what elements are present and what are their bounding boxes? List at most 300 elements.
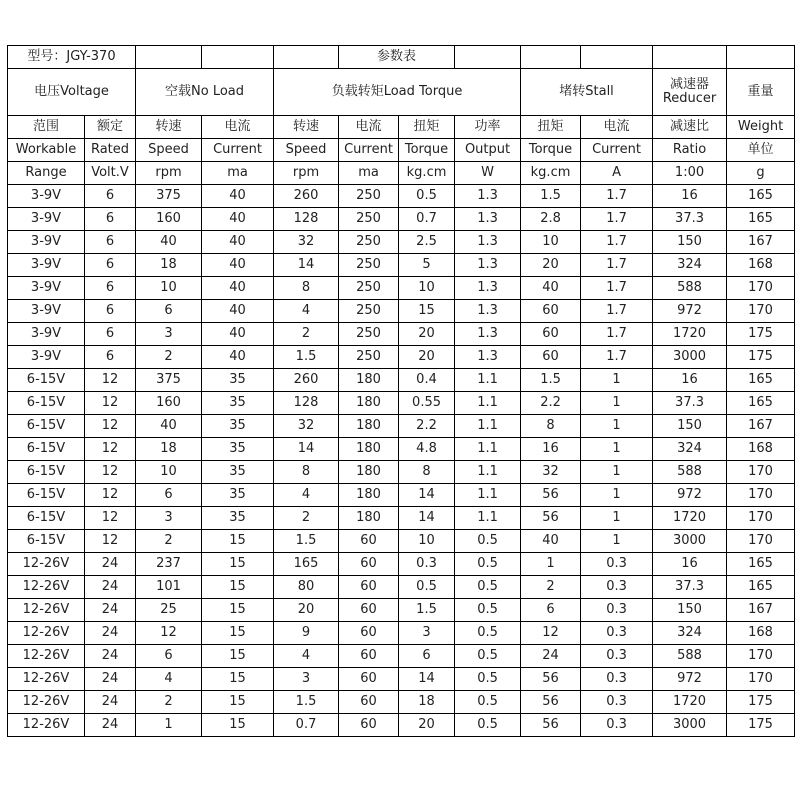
table-cell: 37.3 [653,576,727,599]
table-cell: 0.5 [455,576,521,599]
load-torque-group-header: 负载转矩Load Torque [274,69,521,116]
table-cell: 165 [727,185,795,208]
table-cell: 18 [136,254,202,277]
table-row [8,346,795,369]
table-cell: 6-15V [8,461,85,484]
table-cell: 175 [727,323,795,346]
model-label: 型号：JGY-370 [8,46,136,69]
table-cell: 0.55 [399,392,455,415]
table-cell: 1.1 [455,461,521,484]
table-cell: 1 [581,484,653,507]
table-cell: 165 [274,553,339,576]
table-cell: 20 [274,599,339,622]
table-row [8,507,795,530]
table-cell: 15 [202,530,274,553]
column-header-en: Rated [85,139,136,162]
table-cell: 12 [85,415,136,438]
table-cell: 3-9V [8,185,85,208]
table-cell: 12-26V [8,691,85,714]
table-cell: 12-26V [8,576,85,599]
header-en-row [8,139,795,162]
table-cell: 1.3 [455,300,521,323]
table-row [8,300,795,323]
table-cell: 0.5 [399,576,455,599]
table-cell: 14 [274,254,339,277]
table-cell: 12 [85,461,136,484]
column-header-en: Workable [8,139,85,162]
table-cell: 40 [521,277,581,300]
empty-cell [136,46,202,69]
column-header-cn: Weight [727,116,795,139]
column-header-en: Ratio [653,139,727,162]
table-cell: 2.2 [521,392,581,415]
table-cell: 3 [136,323,202,346]
table-row [8,254,795,277]
table-row [8,553,795,576]
table-cell: 0.5 [455,691,521,714]
table-cell: 0.5 [455,530,521,553]
table-cell: 32 [521,461,581,484]
table-cell: 1.1 [455,438,521,461]
table-cell: 1.7 [581,208,653,231]
table-cell: 40 [136,415,202,438]
spec-table [7,45,795,737]
table-cell: 4.8 [399,438,455,461]
column-unit: A [581,162,653,185]
table-cell: 150 [653,415,727,438]
table-cell: 1 [581,415,653,438]
table-row [8,392,795,415]
table-cell: 250 [339,185,399,208]
column-unit: Volt.V [85,162,136,185]
table-row [8,668,795,691]
table-cell: 12 [521,622,581,645]
table-cell: 165 [727,369,795,392]
table-cell: 2 [521,576,581,599]
table-cell: 250 [339,300,399,323]
table-cell: 56 [521,507,581,530]
table-cell: 40 [202,323,274,346]
empty-cell [521,46,581,69]
table-cell: 972 [653,484,727,507]
column-unit: ma [339,162,399,185]
table-cell: 180 [339,369,399,392]
table-cell: 80 [274,576,339,599]
table-cell: 588 [653,461,727,484]
column-unit: Range [8,162,85,185]
table-cell: 60 [521,300,581,323]
column-header-cn: 转速 [136,116,202,139]
table-cell: 160 [136,208,202,231]
table-cell: 12-26V [8,714,85,737]
table-cell: 0.5 [455,645,521,668]
reducer-en-label: Reducer [662,91,717,106]
table-row [8,369,795,392]
table-cell: 20 [399,323,455,346]
table-cell: 10 [136,461,202,484]
table-cell: 6-15V [8,369,85,392]
column-header-en: Speed [274,139,339,162]
table-cell: 972 [653,300,727,323]
table-cell: 167 [727,599,795,622]
table-cell: 6-15V [8,415,85,438]
table-cell: 0.3 [581,553,653,576]
table-cell: 180 [339,438,399,461]
table-row [8,484,795,507]
table-cell: 6 [85,300,136,323]
table-cell: 3-9V [8,300,85,323]
table-cell: 6 [85,185,136,208]
table-cell: 24 [521,645,581,668]
table-cell: 167 [727,231,795,254]
table-cell: 15 [399,300,455,323]
table-cell: 24 [85,553,136,576]
table-cell: 1 [581,369,653,392]
table-cell: 588 [653,277,727,300]
table-cell: 9 [274,622,339,645]
column-unit: kg.cm [399,162,455,185]
column-header-en: Torque [399,139,455,162]
table-title: 参数表 [339,46,455,69]
table-cell: 2.2 [399,415,455,438]
table-cell: 165 [727,392,795,415]
table-cell: 6 [85,231,136,254]
weight-group-header: 重量 [727,69,795,116]
table-cell: 40 [202,300,274,323]
table-cell: 324 [653,622,727,645]
table-cell: 128 [274,208,339,231]
table-cell: 37.3 [653,208,727,231]
table-cell: 0.5 [455,553,521,576]
table-cell: 0.5 [455,599,521,622]
table-cell: 24 [85,645,136,668]
empty-cell [653,46,727,69]
column-unit: kg.cm [521,162,581,185]
column-header-cn: 额定 [85,116,136,139]
table-cell: 101 [136,576,202,599]
table-cell: 16 [653,553,727,576]
table-cell: 150 [653,599,727,622]
table-cell: 20 [399,346,455,369]
empty-cell [727,46,795,69]
table-cell: 40 [202,277,274,300]
table-cell: 12-26V [8,553,85,576]
table-cell: 8 [521,415,581,438]
table-cell: 35 [202,507,274,530]
table-cell: 1 [581,438,653,461]
table-cell: 170 [727,507,795,530]
table-row [8,323,795,346]
column-header-cn: 转速 [274,116,339,139]
table-cell: 1.7 [581,254,653,277]
table-cell: 1.7 [581,277,653,300]
table-cell: 1.3 [455,208,521,231]
table-cell: 40 [202,185,274,208]
table-cell: 12-26V [8,599,85,622]
header-units-row [8,162,795,185]
table-cell: 375 [136,185,202,208]
table-cell: 12 [85,392,136,415]
table-cell: 56 [521,484,581,507]
table-row [8,530,795,553]
table-cell: 1.7 [581,185,653,208]
table-cell: 260 [274,369,339,392]
table-cell: 35 [202,415,274,438]
table-cell: 165 [727,576,795,599]
table-cell: 40 [202,208,274,231]
table-cell: 40 [136,231,202,254]
table-cell: 6-15V [8,484,85,507]
table-cell: 2 [136,530,202,553]
table-cell: 3000 [653,346,727,369]
table-cell: 20 [399,714,455,737]
table-cell: 60 [521,346,581,369]
table-cell: 170 [727,668,795,691]
table-cell: 60 [339,599,399,622]
table-cell: 10 [521,231,581,254]
table-cell: 3 [399,622,455,645]
table-cell: 1 [581,530,653,553]
table-cell: 1.3 [455,185,521,208]
table-cell: 10 [136,277,202,300]
table-cell: 12 [136,622,202,645]
table-cell: 3-9V [8,231,85,254]
reducer-cn-label: 减速器 [670,77,710,92]
table-cell: 6 [85,346,136,369]
table-cell: 3000 [653,714,727,737]
table-cell: 170 [727,461,795,484]
table-cell: 1.1 [455,507,521,530]
table-cell: 25 [136,599,202,622]
table-cell: 0.5 [455,668,521,691]
table-cell: 1.1 [455,392,521,415]
table-row [8,231,795,254]
table-cell: 0.3 [581,645,653,668]
table-cell: 56 [521,668,581,691]
table-cell: 35 [202,461,274,484]
table-cell: 4 [274,300,339,323]
table-row [8,277,795,300]
table-cell: 250 [339,277,399,300]
table-cell: 1.7 [581,231,653,254]
table-cell: 180 [339,415,399,438]
table-cell: 0.7 [274,714,339,737]
column-header-en: Torque [521,139,581,162]
table-cell: 24 [85,599,136,622]
table-row [8,185,795,208]
table-cell: 0.5 [455,622,521,645]
table-cell: 60 [339,576,399,599]
header-cn-row [8,116,795,139]
table-cell: 8 [399,461,455,484]
column-header-cn: 电流 [339,116,399,139]
table-cell: 1.3 [455,346,521,369]
no-load-group-header: 空载No Load [136,69,274,116]
table-cell: 15 [202,645,274,668]
table-cell: 14 [274,438,339,461]
column-header-cn: 减速比 [653,116,727,139]
table-row [8,576,795,599]
table-cell: 6 [521,599,581,622]
table-cell: 250 [339,346,399,369]
table-cell: 1.5 [521,369,581,392]
voltage-group-header: 电压Voltage [8,69,136,116]
column-header-en: Current [581,139,653,162]
table-cell: 15 [202,668,274,691]
table-cell: 60 [339,530,399,553]
column-header-en: Current [202,139,274,162]
column-header-cn: 范围 [8,116,85,139]
table-row [8,208,795,231]
table-cell: 2 [274,507,339,530]
table-cell: 24 [85,714,136,737]
table-row [8,461,795,484]
table-cell: 4 [274,645,339,668]
column-header-cn: 扭矩 [521,116,581,139]
table-cell: 14 [399,507,455,530]
table-cell: 170 [727,645,795,668]
table-cell: 972 [653,668,727,691]
table-cell: 160 [136,392,202,415]
table-cell: 2 [136,346,202,369]
table-cell: 12-26V [8,668,85,691]
reducer-group-header [653,69,727,116]
table-cell: 1.3 [455,254,521,277]
table-cell: 1720 [653,323,727,346]
table-cell: 1.1 [455,415,521,438]
table-cell: 3-9V [8,346,85,369]
column-unit: 1:00 [653,162,727,185]
table-cell: 6-15V [8,507,85,530]
table-row [8,599,795,622]
table-cell: 16 [653,185,727,208]
table-cell: 15 [202,576,274,599]
table-cell: 175 [727,714,795,737]
table-cell: 1.5 [521,185,581,208]
table-cell: 250 [339,323,399,346]
table-cell: 1.7 [581,323,653,346]
table-cell: 1 [136,714,202,737]
table-cell: 0.3 [581,691,653,714]
stall-group-header: 堵转Stall [521,69,653,116]
table-cell: 15 [202,691,274,714]
table-cell: 260 [274,185,339,208]
table-cell: 6 [136,484,202,507]
table-cell: 168 [727,254,795,277]
table-cell: 3-9V [8,323,85,346]
table-cell: 6 [399,645,455,668]
table-cell: 12 [85,484,136,507]
table-cell: 324 [653,438,727,461]
table-cell: 40 [202,346,274,369]
table-cell: 60 [339,622,399,645]
column-header-en: 单位 [727,139,795,162]
table-row [8,415,795,438]
table-cell: 35 [202,369,274,392]
table-cell: 1.5 [274,346,339,369]
table-cell: 8 [274,277,339,300]
table-cell: 6 [85,208,136,231]
table-cell: 18 [399,691,455,714]
column-header-cn: 扭矩 [399,116,455,139]
column-unit: W [455,162,521,185]
table-cell: 8 [274,461,339,484]
table-cell: 15 [202,553,274,576]
table-cell: 20 [521,254,581,277]
column-unit: rpm [274,162,339,185]
column-unit: rpm [136,162,202,185]
table-cell: 6-15V [8,530,85,553]
table-cell: 1720 [653,507,727,530]
table-cell: 32 [274,231,339,254]
table-cell: 168 [727,438,795,461]
column-unit: g [727,162,795,185]
table-cell: 1.3 [455,323,521,346]
column-unit: ma [202,162,274,185]
table-cell: 60 [339,668,399,691]
table-cell: 167 [727,415,795,438]
empty-cell [455,46,521,69]
table-cell: 3 [274,668,339,691]
table-cell: 24 [85,691,136,714]
table-cell: 1 [521,553,581,576]
table-cell: 40 [202,254,274,277]
group-header-row [8,69,795,116]
table-cell: 15 [202,622,274,645]
table-cell: 12-26V [8,622,85,645]
table-cell: 1.5 [274,691,339,714]
table-cell: 14 [399,668,455,691]
table-cell: 0.5 [399,185,455,208]
table-cell: 0.3 [581,622,653,645]
table-cell: 1.7 [581,346,653,369]
empty-cell [581,46,653,69]
table-cell: 60 [339,553,399,576]
table-cell: 2 [136,691,202,714]
table-cell: 0.3 [581,576,653,599]
table-cell: 237 [136,553,202,576]
column-header-cn: 功率 [455,116,521,139]
table-cell: 24 [85,622,136,645]
table-cell: 150 [653,231,727,254]
table-cell: 128 [274,392,339,415]
table-cell: 15 [202,599,274,622]
table-cell: 6 [85,323,136,346]
table-cell: 170 [727,530,795,553]
table-cell: 1.3 [455,231,521,254]
table-cell: 3000 [653,530,727,553]
title-row [8,46,795,69]
column-header-en: Current [339,139,399,162]
table-cell: 16 [653,369,727,392]
table-cell: 10 [399,277,455,300]
table-cell: 12-26V [8,645,85,668]
table-cell: 1.3 [455,277,521,300]
table-cell: 3 [136,507,202,530]
table-cell: 35 [202,484,274,507]
table-cell: 170 [727,277,795,300]
table-cell: 2.8 [521,208,581,231]
table-cell: 4 [274,484,339,507]
table-cell: 1720 [653,691,727,714]
table-cell: 180 [339,484,399,507]
table-cell: 0.3 [581,668,653,691]
table-cell: 60 [339,645,399,668]
table-row [8,645,795,668]
table-cell: 175 [727,691,795,714]
table-cell: 6 [136,645,202,668]
table-cell: 56 [521,714,581,737]
